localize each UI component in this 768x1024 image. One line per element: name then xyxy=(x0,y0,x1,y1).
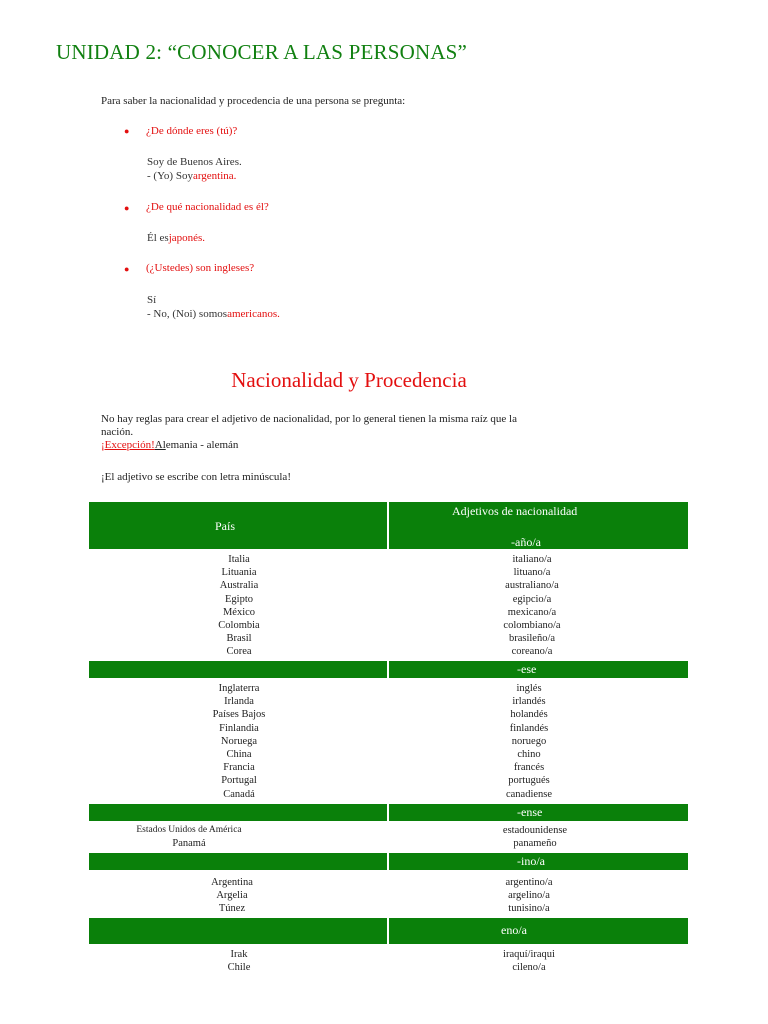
lowercase-note: ¡El adjetivo se escribe con letra minúscula! xyxy=(101,471,291,483)
suffix-label: -ense xyxy=(517,805,543,819)
country-cell: Irak xyxy=(230,949,248,960)
answer-3 xyxy=(147,293,280,321)
country-cell: Panamá xyxy=(172,838,206,850)
paragraph-text: No hay reglas para crear el adjetivo de nacionalidad, por lo general tienen la misma raíz que la nación. xyxy=(101,413,517,438)
country-cell: Noruega xyxy=(220,735,258,747)
country-cell: Lituania xyxy=(221,567,257,579)
suffix-label: eno/a xyxy=(501,923,527,937)
adjective-cell: coreano/a xyxy=(511,646,553,658)
adjective-cell: iraquí/iraqui xyxy=(503,949,555,960)
question-3: (¿Ustedes) son ingleses? xyxy=(146,262,255,274)
country-cell: Egipto xyxy=(225,593,253,605)
country-cell: México xyxy=(222,606,256,618)
adjective-cell: holandés xyxy=(510,709,548,721)
country-cell: Portugal xyxy=(221,775,257,787)
country-cell: Países Bajos xyxy=(212,709,266,721)
adjective-cell: noruego xyxy=(511,735,547,747)
adjective-list xyxy=(429,682,629,801)
country-cell: Colombia xyxy=(218,620,260,632)
country-cell: Francia xyxy=(223,762,255,774)
answer-line: - No, (Noi) somosamericanos. xyxy=(147,308,280,320)
header-adjective: Adjetivos de nacionalidad -año/a xyxy=(389,502,688,549)
country-list xyxy=(89,876,375,916)
adjective-cell: tunisino/a xyxy=(508,903,550,915)
group-band-country xyxy=(89,853,387,870)
adjective-cell: estadounidense xyxy=(502,825,568,836)
country-cell: Italia xyxy=(228,554,250,565)
adjective-cell: chino xyxy=(517,749,541,761)
adjective-cell: egipcio/a xyxy=(512,593,552,605)
country-list xyxy=(89,553,389,659)
adjective-cell: argelino/a xyxy=(508,890,550,902)
group-band-country xyxy=(89,804,387,821)
answer-2 xyxy=(147,231,205,245)
suffix-label: -ino/a xyxy=(517,854,545,868)
adjective-list xyxy=(435,824,635,850)
country-cell: Finlandia xyxy=(219,722,259,734)
country-cell: Australia xyxy=(219,580,259,592)
country-cell: Canadá xyxy=(223,788,255,800)
adjective-cell: brasileño/a xyxy=(508,633,556,645)
page-title: UNIDAD 2: “CONOCER A LAS PERSONAS” xyxy=(56,40,468,64)
adjective-list xyxy=(429,876,629,916)
country-cell: Túnez xyxy=(218,903,246,915)
adjective-cell: lituano/a xyxy=(513,567,551,579)
country-list xyxy=(89,948,389,974)
adjective-cell: italiano/a xyxy=(512,554,552,565)
country-cell: Argentina xyxy=(211,877,253,888)
group-band-suffix xyxy=(389,853,688,870)
country-cell: Chile xyxy=(227,962,251,974)
country-cell: Inglaterra xyxy=(218,683,260,694)
adjective-cell: australiano/a xyxy=(505,580,559,592)
answer-line: Soy de Buenos Aires. xyxy=(147,156,242,168)
adjective-cell: cileno/a xyxy=(512,962,546,974)
country-cell: Irlanda xyxy=(224,696,254,708)
country-cell: Argelia xyxy=(216,890,248,902)
adjective-cell: inglés xyxy=(516,683,542,694)
answer-line: - (Yo) Soyargentina. xyxy=(147,170,237,182)
adjective-cell: canadiense xyxy=(505,788,553,800)
exception-line: ¡Excepción!Alemania - alemán xyxy=(101,439,239,451)
answer-line: Sí xyxy=(147,294,157,306)
adjective-cell: portugués xyxy=(508,775,550,787)
suffix-label: -ese xyxy=(517,662,537,676)
group-band-suffix xyxy=(389,661,688,678)
group-band-suffix xyxy=(389,918,688,944)
country-list xyxy=(89,824,289,850)
adjective-cell: colombiano/a xyxy=(503,620,561,632)
adjective-cell: panameño xyxy=(513,838,557,850)
group-band-suffix xyxy=(389,804,688,821)
group-band-country xyxy=(89,918,387,944)
country-cell: Brasil xyxy=(226,633,252,645)
bullet-icon: ● xyxy=(124,264,130,274)
country-cell: Corea xyxy=(226,646,252,658)
question-1: ¿De dónde eres (tú)? xyxy=(146,125,238,137)
adjective-cell: finlandés xyxy=(509,722,549,734)
country-cell: Estados Unidos de América xyxy=(136,825,242,835)
header-country: País xyxy=(89,502,387,549)
adjective-cell: irlandés xyxy=(512,696,546,708)
group-band-country xyxy=(89,661,387,678)
intro-text: Para saber la nacionalidad y procedencia de una persona se pregunta: xyxy=(101,95,406,107)
adjective-cell: argentino/a xyxy=(505,877,553,888)
question-2: ¿De qué nacionalidad es él? xyxy=(146,201,269,213)
country-cell: China xyxy=(226,749,252,761)
bullet-icon: ● xyxy=(124,126,130,136)
adjective-cell: francés xyxy=(513,762,545,774)
section-title: Nacionalidad y Procedencia xyxy=(231,368,467,392)
adjective-list xyxy=(432,553,632,659)
adjective-list xyxy=(429,948,629,974)
adjective-cell: mexicano/a xyxy=(507,606,557,618)
section-paragraph xyxy=(101,413,541,452)
answer-1 xyxy=(147,155,242,183)
answer-line: Él esjaponés. xyxy=(147,232,206,244)
country-list xyxy=(89,682,389,801)
bullet-icon: ● xyxy=(124,203,130,213)
